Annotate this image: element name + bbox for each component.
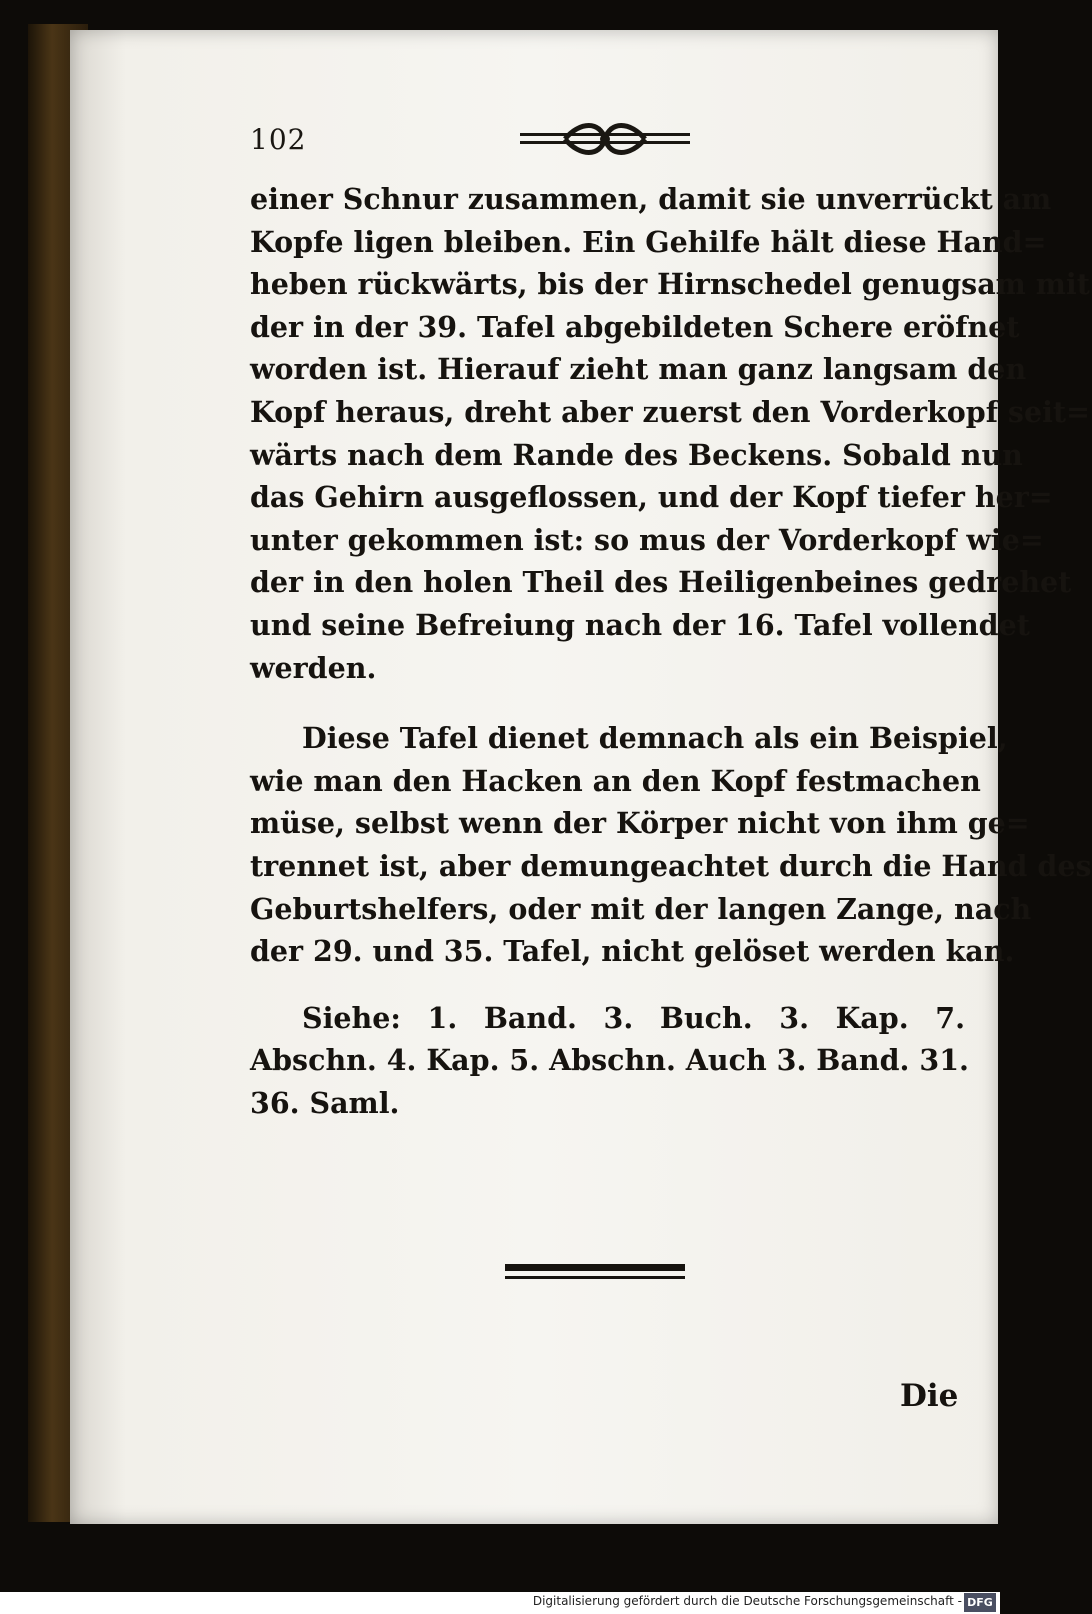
- page-body-text: [250, 178, 1092, 1124]
- footer-credit-text: Digitalisierung gefördert durch die Deutsche Forschungsgemeinschaft -: [532, 1594, 962, 1608]
- text-line: Abschn. 4. Kap. 5. Abschn. Auch 3. Band. 31.: [250, 1043, 969, 1078]
- text-line: Kopfe ligen bleiben. Ein Gehilfe hält diese Hand=: [250, 224, 1047, 259]
- paragraph-1: [250, 178, 1090, 689]
- text-line: wie man den Hacken an den Kopf festmachen: [250, 763, 981, 798]
- text-line: wärts nach dem Rande des Beckens. Sobald nun: [250, 437, 1023, 472]
- page-header: [250, 115, 970, 165]
- text-line: der in den holen Theil des Heiligenbeines gedrehet: [250, 565, 1072, 600]
- text-line: trennet ist, aber demungeachtet durch die Hand des: [250, 848, 1092, 883]
- text-line: unter gekommen ist: so mus der Vorderkopf wie=: [250, 522, 1044, 557]
- text-line: werden.: [250, 650, 377, 685]
- digitization-footer: [0, 1592, 1000, 1614]
- text-line: Diese Tafel dienet demnach als ein Beispiel,: [302, 721, 1008, 756]
- text-line: müse, selbst wenn der Körper nicht von ihm ge=: [250, 806, 1030, 841]
- text-line: Geburtshelfers, oder mit der langen Zange, nach: [250, 891, 1032, 926]
- text-line: einer Schnur zusammen, damit sie unverrückt am: [250, 182, 1052, 216]
- text-line: heben rückwärts, bis der Hirnschedel genugsam mit: [250, 267, 1090, 302]
- header-ornament-icon: [520, 119, 690, 159]
- section-divider-rule: [505, 1262, 685, 1284]
- text-line: der 29. und 35. Tafel, nicht gelöset werden kan.: [250, 934, 1015, 969]
- text-line: worden ist. Hierauf zieht man ganz langsam den: [250, 352, 1027, 387]
- text-line: Siehe: 1. Band. 3. Buch. 3. Kap. 7.: [302, 1000, 965, 1035]
- catchword: Die: [900, 1378, 959, 1414]
- paragraph-2: [250, 717, 1092, 973]
- paragraph-3: [250, 997, 969, 1125]
- page-number: 102: [250, 123, 307, 156]
- text-line: das Gehirn ausgeflossen, und der Kopf tiefer her=: [250, 480, 1053, 515]
- dfg-logo-icon: DFG: [964, 1593, 996, 1612]
- text-line: Kopf heraus, dreht aber zuerst den Vorderkopf seit=: [250, 394, 1090, 429]
- text-line: der in der 39. Tafel abgebildeten Schere eröfnet: [250, 309, 1020, 344]
- text-line: 36. Saml.: [250, 1085, 400, 1120]
- text-line: und seine Befreiung nach der 16. Tafel vollendet: [250, 607, 1030, 642]
